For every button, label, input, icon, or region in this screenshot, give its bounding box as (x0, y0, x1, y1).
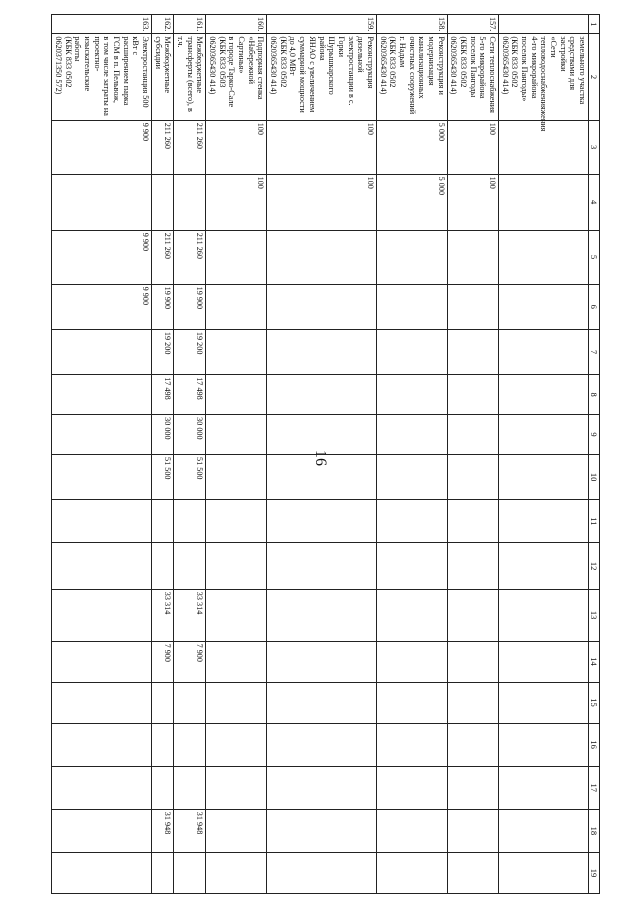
value-cell (52, 174, 152, 230)
value-cell (498, 329, 588, 374)
value-cell (174, 174, 206, 230)
column-number: 9 (588, 415, 599, 455)
value-cell (152, 852, 174, 893)
row-name: Реконструкция и модернизация канализационных очистных сооружений г. Надым (КБК 833 0502 0620365430 414) (376, 34, 447, 120)
page-number: 16 (312, 450, 329, 466)
value-cell (206, 543, 267, 589)
value-cell (376, 723, 447, 766)
value-cell (52, 809, 152, 852)
table-body (52, 15, 600, 894)
value-cell (376, 543, 447, 589)
column-number: 4 (588, 174, 599, 230)
value-cell (498, 500, 588, 543)
value-cell (267, 415, 376, 455)
value-cell (152, 682, 174, 723)
value-cell (267, 809, 376, 852)
value-cell (447, 329, 498, 374)
value-cell (376, 682, 447, 723)
value-cell (267, 329, 376, 374)
value-cell (447, 375, 498, 415)
table-row (376, 15, 447, 894)
value-cell (447, 809, 498, 852)
value-cell (267, 723, 376, 766)
row-number: 162. (152, 15, 174, 34)
value-cell (447, 723, 498, 766)
value-cell (498, 852, 588, 893)
table-row (52, 15, 152, 894)
value-cell (152, 500, 174, 543)
value-cell (447, 852, 498, 893)
value-cell: 51 500 (152, 454, 174, 499)
value-cell (152, 723, 174, 766)
budget-table (51, 14, 600, 894)
value-cell: 100 (206, 120, 267, 174)
value-cell: 19 900 (152, 284, 174, 329)
column-number: 2 (588, 34, 599, 120)
value-cell (206, 284, 267, 329)
value-cell (376, 589, 447, 641)
value-cell (174, 852, 206, 893)
value-cell (206, 230, 267, 284)
value-cell: 211 260 (152, 120, 174, 174)
value-cell (152, 543, 174, 589)
value-cell: 19 200 (174, 329, 206, 374)
value-cell (206, 415, 267, 455)
column-number: 15 (588, 682, 599, 723)
table-row (447, 15, 498, 894)
value-cell: 211 260 (174, 120, 206, 174)
value-cell (376, 329, 447, 374)
value-cell (498, 809, 588, 852)
value-cell (206, 329, 267, 374)
value-cell (498, 682, 588, 723)
column-number: 1 (588, 15, 599, 34)
column-number: 12 (588, 543, 599, 589)
column-number: 5 (588, 230, 599, 284)
rotated-table-frame (54, 14, 600, 894)
column-number: 17 (588, 766, 599, 809)
value-cell (206, 500, 267, 543)
value-cell (447, 766, 498, 809)
value-cell (498, 375, 588, 415)
value-cell (52, 543, 152, 589)
value-cell (267, 500, 376, 543)
value-cell (267, 230, 376, 284)
value-cell (447, 415, 498, 455)
value-cell (376, 230, 447, 284)
value-cell: 5 000 (376, 174, 447, 230)
value-cell (498, 543, 588, 589)
value-cell: 211 260 (152, 230, 174, 284)
value-cell (52, 682, 152, 723)
value-cell: 9 900 (52, 120, 152, 174)
table-container (54, 14, 600, 894)
value-cell (206, 766, 267, 809)
column-number: 11 (588, 500, 599, 543)
value-cell: 31 948 (174, 809, 206, 852)
value-cell (52, 415, 152, 455)
column-number: 14 (588, 641, 599, 682)
value-cell: 17 498 (174, 375, 206, 415)
row-name: Подпорная стенка «Набережной Сартинья» в городе Тарко-Сале (КБК 833 0503 0620365430 414) (206, 34, 267, 120)
value-cell (52, 641, 152, 682)
value-cell: 19 900 (174, 284, 206, 329)
value-cell (206, 809, 267, 852)
row-name: Межбюджетные субсидии (152, 34, 174, 120)
value-cell (267, 454, 376, 499)
value-cell (267, 641, 376, 682)
value-cell (52, 852, 152, 893)
value-cell (174, 543, 206, 589)
value-cell (376, 500, 447, 543)
value-cell (52, 589, 152, 641)
value-cell (498, 723, 588, 766)
value-cell: 100 (447, 120, 498, 174)
table-row (267, 15, 376, 894)
value-cell (267, 682, 376, 723)
value-cell (52, 375, 152, 415)
row-name: земельного участка средствами для застройки «Сети тепловодоснабженияжения 4-го микрорайона поселок Пангоды» (КБК 833 0502 0620365430 414) (498, 34, 588, 120)
value-cell (267, 766, 376, 809)
column-number-row (588, 15, 599, 894)
value-cell (174, 500, 206, 543)
value-cell: 30 000 (174, 415, 206, 455)
column-number: 10 (588, 454, 599, 499)
value-cell (267, 589, 376, 641)
column-number: 8 (588, 375, 599, 415)
value-cell (267, 852, 376, 893)
value-cell (206, 852, 267, 893)
value-cell (447, 641, 498, 682)
table-row (174, 15, 206, 894)
column-number: 3 (588, 120, 599, 174)
column-number: 7 (588, 329, 599, 374)
value-cell (152, 766, 174, 809)
table-row (206, 15, 267, 894)
value-cell: 31 948 (152, 809, 174, 852)
row-number: 163. (52, 15, 152, 34)
value-cell (206, 589, 267, 641)
value-cell (498, 230, 588, 284)
value-cell (52, 329, 152, 374)
value-cell (498, 589, 588, 641)
row-name: Межбюджетные трансферты (всего), в т.ч. (174, 34, 206, 120)
row-number: 158. (376, 15, 447, 34)
value-cell (206, 723, 267, 766)
value-cell (267, 375, 376, 415)
value-cell (498, 454, 588, 499)
value-cell (52, 723, 152, 766)
value-cell: 7 900 (152, 641, 174, 682)
row-number: 160. (206, 15, 267, 34)
value-cell: 30 000 (152, 415, 174, 455)
value-cell (52, 766, 152, 809)
value-cell (52, 454, 152, 499)
value-cell (376, 809, 447, 852)
value-cell (376, 766, 447, 809)
column-number: 16 (588, 723, 599, 766)
value-cell (267, 284, 376, 329)
value-cell (174, 682, 206, 723)
value-cell (376, 415, 447, 455)
value-cell (498, 766, 588, 809)
value-cell (376, 852, 447, 893)
value-cell (498, 174, 588, 230)
value-cell: 100 (206, 174, 267, 230)
value-cell (376, 454, 447, 499)
value-cell (174, 766, 206, 809)
value-cell (447, 454, 498, 499)
value-cell: 33 314 (174, 589, 206, 641)
row-number (498, 15, 588, 34)
column-number: 18 (588, 809, 599, 852)
value-cell: 5 000 (376, 120, 447, 174)
value-cell: 19 200 (152, 329, 174, 374)
column-number: 19 (588, 852, 599, 893)
value-cell: 100 (267, 120, 376, 174)
value-cell (447, 682, 498, 723)
value-cell (174, 723, 206, 766)
value-cell (376, 284, 447, 329)
row-name: Электростанция 500 кВт с расширением парка ГСМ в п. Пельвож, в том числе затраты на проектно-изыскательские работы (КБК 833 0502 0620371350 572) (52, 34, 152, 120)
value-cell (447, 230, 498, 284)
value-cell (152, 174, 174, 230)
value-cell (376, 641, 447, 682)
value-cell (376, 375, 447, 415)
column-number: 6 (588, 284, 599, 329)
row-name: Сети теплоснабжения 5-го микрорайона поселок Пангоды (КБК 833 0502 0620365430 414) (447, 34, 498, 120)
value-cell (52, 500, 152, 543)
table-row (152, 15, 174, 894)
value-cell (447, 589, 498, 641)
value-cell: 211 260 (174, 230, 206, 284)
value-cell: 7 900 (174, 641, 206, 682)
value-cell: 9 900 (52, 284, 152, 329)
value-cell (498, 284, 588, 329)
value-cell: 17 498 (152, 375, 174, 415)
value-cell: 100 (447, 174, 498, 230)
value-cell (498, 415, 588, 455)
value-cell (267, 543, 376, 589)
value-cell (206, 641, 267, 682)
value-cell (498, 641, 588, 682)
row-number: 159. (267, 15, 376, 34)
value-cell (447, 500, 498, 543)
row-name: Реконструкция дизельной электростанции в с. Горки Шурышкарского района ЯНАО с увеличением суммарной мощности до 4,0 МВт (КБК 833 0502 0620365430 414) (267, 34, 376, 120)
row-number: 161. (174, 15, 206, 34)
row-number: 157. (447, 15, 498, 34)
value-cell: 51 500 (174, 454, 206, 499)
value-cell (206, 454, 267, 499)
column-number: 13 (588, 589, 599, 641)
value-cell (206, 375, 267, 415)
value-cell (447, 284, 498, 329)
table-row (498, 15, 588, 894)
value-cell: 9 900 (52, 230, 152, 284)
value-cell: 33 314 (152, 589, 174, 641)
value-cell (447, 543, 498, 589)
value-cell: 100 (267, 174, 376, 230)
value-cell (206, 682, 267, 723)
